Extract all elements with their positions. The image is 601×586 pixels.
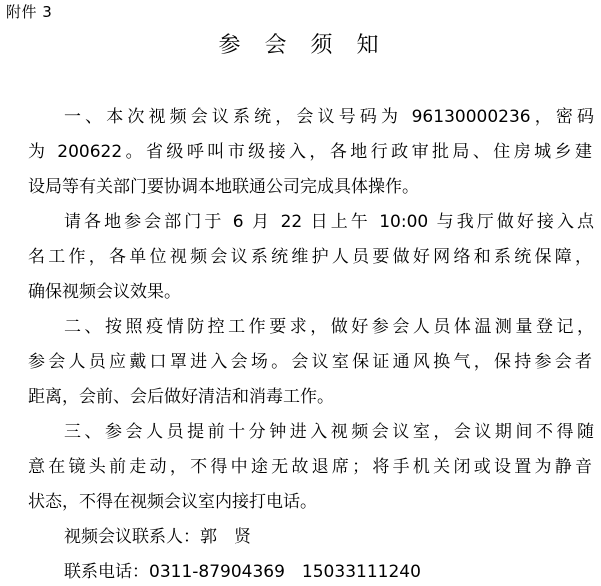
paragraph-2-line-2: 名工作，各单位视频会议系统维护人员要做好网络和系统保障， xyxy=(28,247,592,267)
paragraph-3-line-3: 距离，会前、会后做好清洁和消毒工作。 xyxy=(28,387,334,407)
paragraph-1-line-3: 设局等有关部门要协调本地联通公司完成具体操作。 xyxy=(28,177,419,197)
paragraph-4-line-2: 意在镜头前走动，不得中途无故退席；将手机关闭或设置为静音 xyxy=(28,457,592,477)
paragraph-3-line-2: 参会人员应戴口罩进入会场。会议室保证通风换气，保持参会者 xyxy=(28,352,592,372)
paragraph-3-line-1: 二、按照疫情防控工作要求，做好参会人员体温测量登记， xyxy=(64,317,594,337)
paragraph-4-line-1: 三、参会人员提前十分钟进入视频会议室，会议期间不得随 xyxy=(64,422,594,442)
contact-person: 视频会议联系人：郭 贤 xyxy=(64,527,251,547)
page-title: 参会须知 xyxy=(218,33,403,58)
paragraph-1-line-2: 为 200622。省级呼叫市级接入，各地行政审批局、住房城乡建 xyxy=(28,142,592,162)
contact-phone: 联系电话：0311-87904369 15033111240 xyxy=(64,562,421,582)
attachment-label: 附件 3 xyxy=(6,3,53,21)
paragraph-4-line-3: 状态，不得在视频会议室内接打电话。 xyxy=(28,492,317,512)
paragraph-2-line-3: 确保视频会议效果。 xyxy=(28,282,181,302)
paragraph-2-line-1: 请各地参会部门于 6 月 22 日上午 10:00 与我厅做好接入点 xyxy=(64,212,594,232)
paragraph-1-line-1: 一、本次视频会议系统，会议号码为 96130000236，密码 xyxy=(64,107,594,127)
